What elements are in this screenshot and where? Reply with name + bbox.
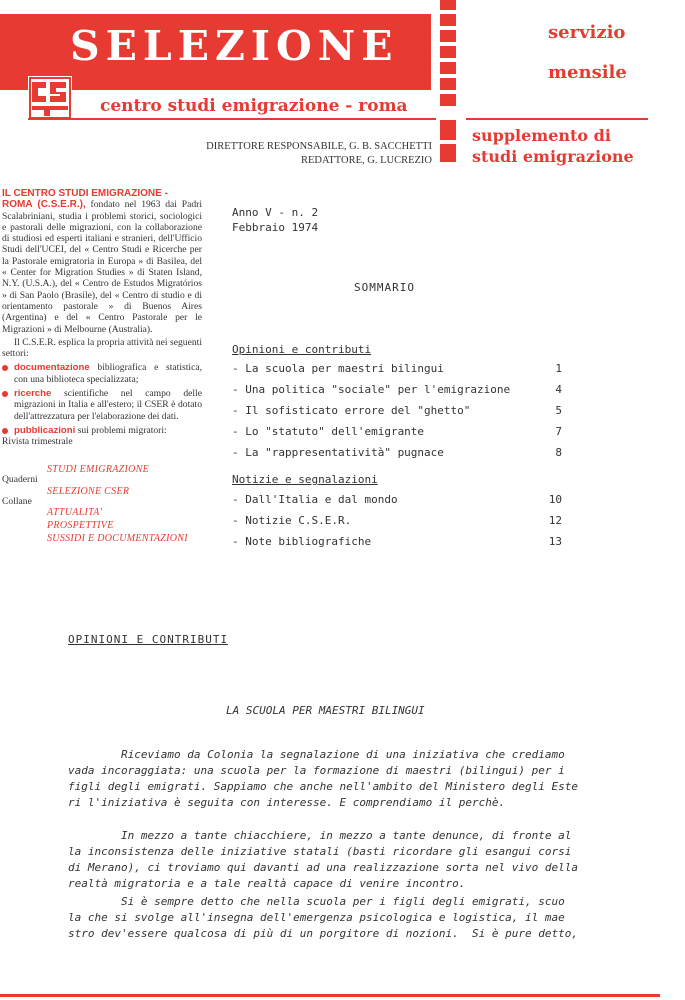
editor-line: REDATTORE, G. LUCREZIO (300, 155, 432, 166)
toc-item-label: - Il sofisticato errore del "ghetto" (232, 404, 471, 417)
quaderni-label: Quaderni (2, 474, 38, 485)
toc-item-page: 1 (555, 362, 562, 375)
toc-item-label: - La scuola per maestri bilingui (232, 362, 444, 375)
cser-description (2, 188, 202, 448)
toc-item-page: 8 (555, 446, 562, 459)
masthead-subtitle: centro studi emigrazione - roma (100, 96, 408, 116)
bullet-dot-icon (2, 428, 8, 434)
toc-item-label: - Lo "statuto" dell'emigrante (232, 425, 425, 438)
article-title: LA SCUOLA PER MAESTRI BILINGUI (226, 704, 425, 717)
series-studi-emigrazione: STUDI EMIGRAZIONE (47, 464, 150, 475)
right-rule (466, 118, 648, 120)
cser-settori: Il C.S.E.R. esplica la propria attività nei seguenti settori: (2, 336, 202, 360)
toc-item (232, 493, 562, 506)
toc-item (232, 383, 562, 396)
rivista-label: Rivista trimestrale (2, 436, 73, 448)
toc-item (232, 514, 562, 527)
issue-number: Anno V - n. 2 (232, 206, 319, 219)
toc-item-label: - Note bibliografiche (232, 535, 372, 548)
toc-item (232, 535, 562, 548)
article-paragraph-1: Riceviamo da Colonia la segnalazione di una iniziativa che crediamo vada incoraggiata: una scuola per la formazione di maestri (bilingui) per i figli degli emigrati. Sappiamo che anche nell'ambito del Ministero degli Este ri l'iniziativa è seguita con interesse. E comprendiamo il perchè. (68, 748, 578, 809)
bullet-documentazione: documentazione bibliografica e statistica, con una biblioteca specializzata; (2, 362, 202, 385)
bullet-pubblicazioni: pubblicazioni sui problemi migratori: (2, 425, 202, 436)
cser-heading-1: IL CENTRO STUDI EMIGRAZIONE - (2, 188, 168, 199)
bullet-dot-icon (2, 391, 8, 397)
series-sussidi: SUSSIDI E DOCUMENTAZIONI (47, 533, 188, 544)
toc-title: SOMMARIO (354, 281, 415, 294)
cser-heading-2: ROMA (C.S.E.R.), (2, 199, 86, 211)
bullet-dot-icon (2, 365, 8, 371)
series-prospettive: PROSPETTIVE (47, 520, 114, 531)
article-paragraph-2: In mezzo a tante chiacchiere, in mezzo a tante denunce, di fronte al la inconsistenza delle iniziative statali (basti ricordare gli esangui corsi di Merano), ci troviamo qui davanti ad una realizzazione sorta nel vivo della realtà migratoria e a tale realtà capace di venire incontro. (68, 829, 578, 890)
toc-item-page: 10 (548, 493, 562, 506)
supplement-line-1: supplemento di (472, 126, 611, 145)
toc-item (232, 446, 562, 459)
toc-item-label: - Notizie C.S.E.R. (232, 514, 352, 527)
toc-item-page: 13 (548, 535, 562, 548)
masthead-rule (28, 118, 436, 120)
toc-section-notizie: Notizie e segnalazioni (232, 473, 378, 486)
section-heading: OPINIONI E CONTRIBUTI (68, 633, 229, 646)
toc-item-label: - La "rappresentatività" pugnace (232, 446, 444, 459)
footer-rule (0, 994, 660, 997)
toc-section-opinioni: Opinioni e contributi (232, 343, 372, 356)
issue-date: Febbraio 1974 (232, 221, 319, 234)
toc-item-page: 7 (555, 425, 562, 438)
toc-item (232, 425, 562, 438)
masthead-title: SELEZIONE (70, 22, 399, 70)
toc-item-page: 12 (548, 514, 562, 527)
series-selezione-cser: SELEZIONE CSER (47, 486, 130, 497)
staff-credits (180, 140, 432, 168)
bullet-ricerche: ricerche scientifiche nel campo delle migrazioni in Italia e all'estero; il CSER è dotato dell'attrezzatura per l'elaborazione dei dati. (2, 388, 202, 422)
supplement-line-2: studi emigrazione (472, 147, 634, 166)
collane-label: Collane (2, 496, 32, 507)
toc-item-label: - Dall'Italia e dal mondo (232, 493, 398, 506)
article-paragraph-3: Si è sempre detto che nella scuola per i figli degli emigrati, scuo la che si svolge all'insegna dell'emergenza psicologica e logistica, il mae stro dev'essere qualcosa di più di un porgitore di nozioni. Si è pure detto, (68, 895, 578, 940)
servizio-label: servizio (548, 22, 626, 43)
toc-item-label: - Una politica "sociale" per l'emigrazione (232, 383, 511, 396)
series-attualita: ATTUALITA' (47, 507, 103, 518)
director-line: DIRETTORE RESPONSABILE, G. B. SACCHETTI (206, 141, 432, 152)
cser-intro: fondato nel 1963 dai Padri Scalabriniani, studia i problemi storici, sociologici e pastorali delle migrazioni, con la collaborazione di studiosi ed esperti italiani e stranieri, dell'Ufficio Studi dell'UCEI, del « Centro Studi e Ricerche per la Pastorale emigratoria in Europa » di Basilea, del « Center for Migration Studies » di Staten Island, N.Y. (U.S.A.), del « Centro de Estudos Migratórios » di San Paolo (Brasile), del « Centro di studio e di orientamento pastorale » di Buenos Aires (Argentina) e del « Centro Pastorale per le Migrazioni » di Melbourne (Australia). (2, 199, 203, 335)
cser-logo-icon (28, 76, 72, 120)
toc-item (232, 404, 562, 417)
decorative-squares (440, 0, 458, 165)
toc-item-page: 4 (555, 383, 562, 396)
mensile-label: mensile (548, 62, 627, 83)
toc-item (232, 362, 562, 375)
issue-info (232, 205, 318, 235)
toc-item-page: 5 (555, 404, 562, 417)
